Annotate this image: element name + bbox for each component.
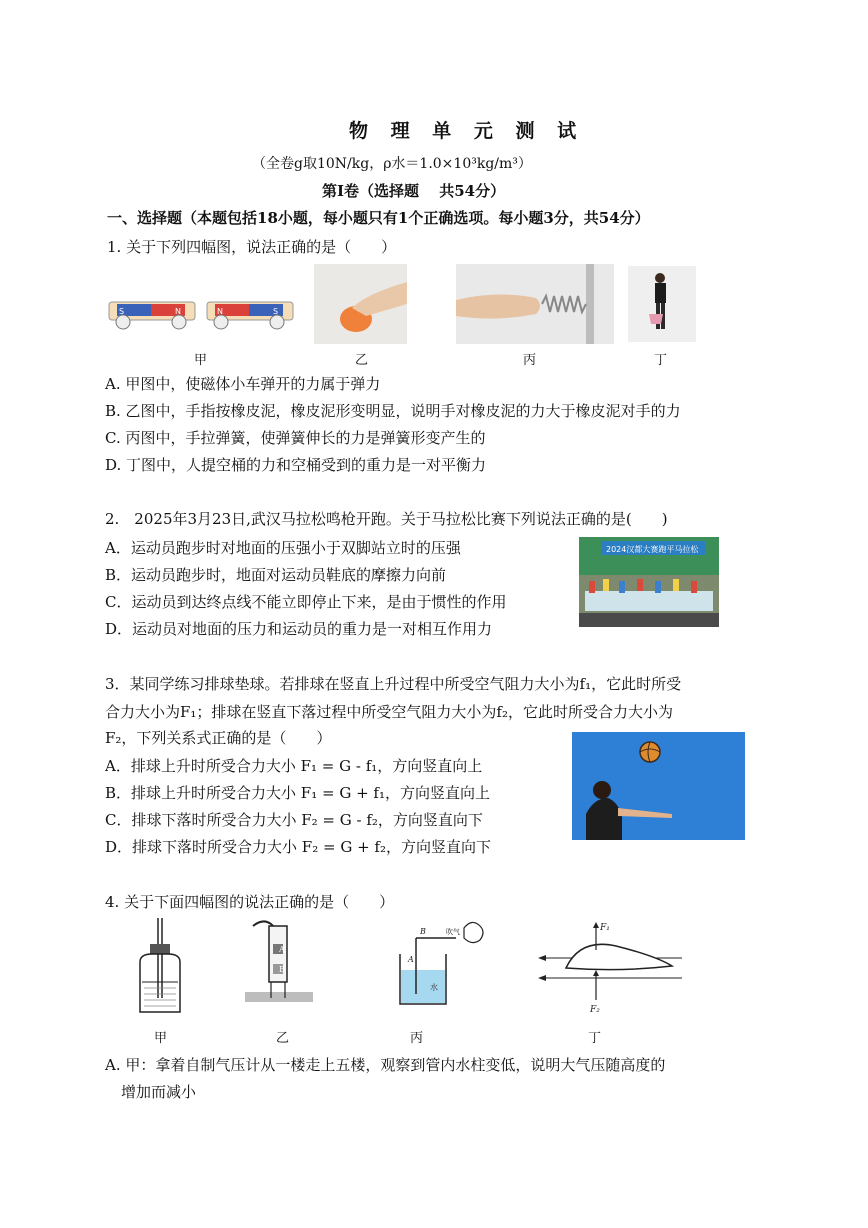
water bbox=[401, 970, 445, 1003]
page-title: 物 理 单 元 测 试 bbox=[349, 120, 585, 142]
figure-caption: 丙 bbox=[410, 1031, 424, 1046]
question-3-line-2: 合力大小为F₁；排球在竖直下落过程中所受空气阻力大小为f₂，它此时所受合力大小为 bbox=[105, 703, 673, 721]
wheel bbox=[172, 315, 186, 329]
figure-caption: 乙 bbox=[355, 353, 369, 368]
part-heading: 一、选择题（本题包括18小题，每小题只有1个正确选项。每小题3分，共54分） bbox=[107, 209, 650, 227]
water-pump-diagram bbox=[243, 916, 315, 1006]
marathon-photo bbox=[579, 537, 719, 627]
crowd-banner bbox=[585, 591, 713, 611]
question-2-option-b: B．运动员跑步时，地面对运动员鞋底的摩擦力向前 bbox=[105, 566, 447, 584]
f2-label: F₂ bbox=[590, 1005, 600, 1015]
figure-caption: 丁 bbox=[654, 353, 668, 368]
figure-caption: 丙 bbox=[523, 353, 537, 368]
stopper bbox=[150, 944, 170, 954]
magnet-label: N bbox=[175, 307, 181, 316]
figure-caption: 乙 bbox=[276, 1031, 290, 1046]
page-subtitle: （全卷g取10N/kg，ρ水＝1.0×10³kg/m³） bbox=[252, 156, 532, 172]
magnet-label: S bbox=[273, 307, 279, 316]
figure-caption: 丁 bbox=[588, 1031, 602, 1046]
label-b: B bbox=[420, 927, 426, 936]
question-4-stem: 4. 关于下面四幅图的说法正确的是（ ） bbox=[105, 893, 395, 911]
question-3-option-a: A．排球上升时所受合力大小 F₁ = G - f₁，方向竖直向上 bbox=[105, 757, 483, 775]
f1-label: F₁ bbox=[600, 923, 610, 933]
wall-post bbox=[586, 264, 594, 344]
wheel bbox=[116, 315, 130, 329]
label-b: B bbox=[279, 965, 285, 974]
spring-pull-image bbox=[456, 264, 614, 344]
section-heading: 第Ⅰ卷（选择题 共54分） bbox=[322, 182, 506, 200]
question-3-line-1: 3．某同学练习排球垫球。若排球在竖直上升过程中所受空气阻力大小为f₁，它此时所受 bbox=[105, 675, 682, 693]
question-2-option-a: A．运动员跑步时对地面的压强小于双脚站立时的压强 bbox=[105, 539, 461, 557]
question-2-stem: 2. 2025年3月23日,武汉马拉松鸣枪开跑。关于马拉松比赛下列说法正确的是( ) bbox=[105, 510, 668, 528]
beaker-straw-diagram bbox=[390, 914, 490, 1008]
player-head bbox=[593, 781, 611, 799]
volleyball bbox=[640, 742, 660, 762]
question-2-option-d: D．运动员对地面的压力和运动员的重力是一对相互作用力 bbox=[105, 620, 493, 638]
question-1-option-a: A. 甲图中，使磁体小车弹开的力属于弹力 bbox=[105, 375, 381, 393]
person-bucket-image bbox=[628, 266, 696, 342]
volleyball-photo bbox=[572, 732, 745, 840]
torso bbox=[655, 283, 666, 303]
figure-caption: 甲 bbox=[154, 1031, 168, 1046]
head bbox=[655, 273, 665, 283]
face-outline bbox=[464, 922, 483, 942]
question-4-option-a-line-2: 增加而减小 bbox=[121, 1083, 197, 1101]
magnet-label: S bbox=[119, 307, 125, 316]
clay-finger-image bbox=[314, 264, 407, 344]
wing bbox=[566, 944, 672, 969]
label-a: A bbox=[279, 945, 285, 954]
banner-text: 2024汉都大赛跑平马拉松 bbox=[606, 545, 699, 554]
blow-label: 吹气 bbox=[446, 928, 460, 936]
barometer-bottle-diagram bbox=[136, 916, 184, 1014]
question-1-option-d: D. 丁图中，人提空桶的力和空桶受到的重力是一对平衡力 bbox=[105, 456, 487, 474]
question-1-stem: 1. 关于下列四幅图，说法正确的是（ ） bbox=[107, 238, 397, 256]
wheel bbox=[270, 315, 284, 329]
magnet-carts-image bbox=[105, 292, 295, 337]
question-3-line-3: F₂，下列关系式正确的是（ ） bbox=[105, 729, 332, 747]
bottle bbox=[140, 954, 180, 1012]
figure-caption: 甲 bbox=[194, 353, 208, 368]
label-a: A bbox=[408, 955, 414, 964]
question-2-option-c: C．运动员到达终点线不能立即停止下来，是由于惯性的作用 bbox=[105, 593, 507, 611]
question-1-option-b: B. 乙图中，手指按橡皮泥，橡皮泥形变明显，说明手对橡皮泥的力大于橡皮泥对手的力 bbox=[105, 402, 681, 420]
magnet-label: N bbox=[217, 307, 223, 316]
question-3-option-c: C．排球下落时所受合力大小 F₂ = G - f₂，方向竖直向下 bbox=[105, 811, 483, 829]
wing-airflow-diagram bbox=[536, 916, 686, 1016]
bucket bbox=[649, 314, 663, 324]
question-4-option-a-line-1: A. 甲：拿着自制气压计从一楼走上五楼，观察到管内水柱变低，说明大气压随高度的 bbox=[105, 1056, 666, 1074]
water-label: 水 bbox=[430, 983, 438, 992]
hand bbox=[456, 294, 540, 318]
question-3-option-b: B．排球上升时所受合力大小 F₁ = G + f₁，方向竖直向上 bbox=[105, 784, 490, 802]
question-1-option-c: C. 丙图中，手拉弹簧，使弹簧伸长的力是弹簧形变产生的 bbox=[105, 429, 486, 447]
question-3-option-d: D．排球下落时所受合力大小 F₂ = G + f₂，方向竖直向下 bbox=[105, 838, 491, 856]
ground bbox=[245, 992, 313, 1002]
wheel bbox=[214, 315, 228, 329]
